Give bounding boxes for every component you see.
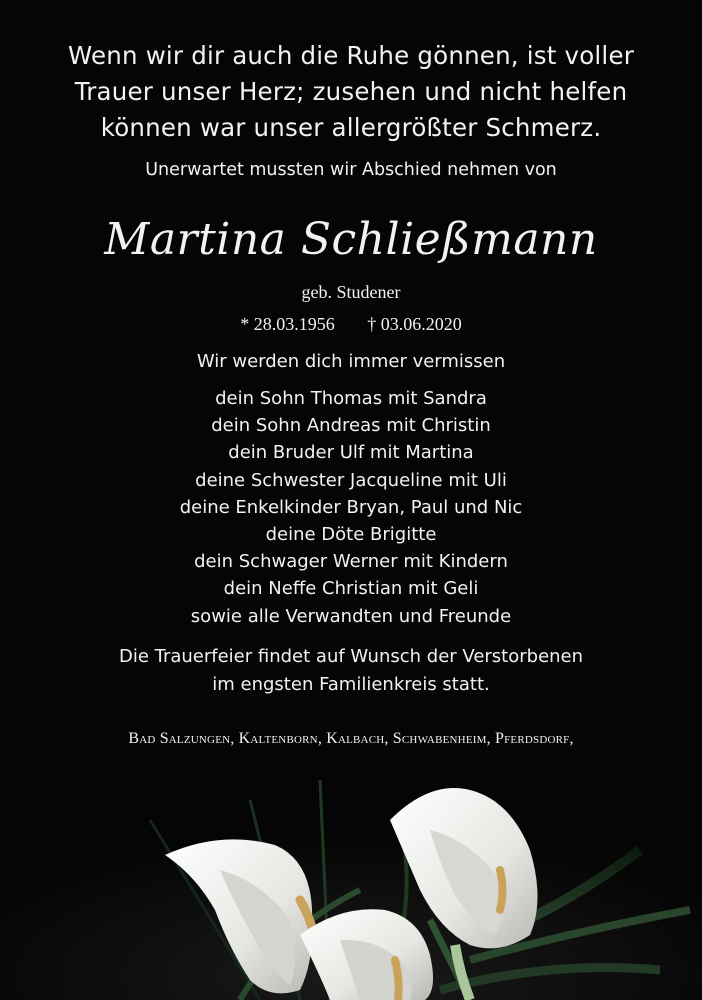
missing-text: Wir werden dich immer vermissen — [196, 351, 506, 372]
mourner: dein Schwager Werner mit Kindern — [194, 551, 508, 573]
birth-date: * 28.03.1956 — [240, 314, 335, 334]
poem-line: können war unser allergrößter Schmerz. — [100, 113, 602, 142]
places-line: Bad Salzungen, Kaltenborn, Kalbach, Schwabenheim, Pferdsdorf, — [128, 730, 574, 747]
calla-lily-illustration — [0, 760, 702, 1000]
ceremony-line: im engsten Familienkreis statt. — [212, 674, 490, 695]
mourner: deine Schwester Jacqueline mit Uli — [195, 469, 507, 491]
poem-line: Trauer unser Herz; zusehen und nicht helfen — [74, 77, 628, 106]
intro-text: Unerwartet mussten wir Abschied nehmen von — [145, 160, 557, 180]
life-dates — [0, 312, 702, 336]
maiden-name: geb. Studener — [301, 282, 401, 302]
mourner: dein Neffe Christian mit Geli — [223, 578, 479, 600]
mourner: dein Bruder Ulf mit Martina — [228, 442, 474, 464]
mourner: sowie alle Verwandten und Freunde — [190, 605, 512, 627]
mourner: deine Enkelkinder Bryan, Paul und Nic — [179, 496, 523, 518]
poem — [0, 38, 702, 146]
mourner: dein Sohn Andreas mit Christin — [211, 415, 491, 437]
deceased-name: Martina Schließmann — [104, 214, 598, 265]
ceremony-note — [0, 643, 702, 699]
mourner: deine Döte Brigitte — [265, 524, 437, 546]
poem-line: Wenn wir dir auch die Ruhe gönnen, ist voller — [67, 41, 634, 70]
ceremony-line: Die Trauerfeier findet auf Wunsch der Verstorbenen — [118, 646, 584, 667]
mourner: dein Sohn Thomas mit Sandra — [215, 388, 487, 409]
death-date: † 03.06.2020 — [367, 314, 462, 334]
mourners-list — [0, 385, 702, 630]
